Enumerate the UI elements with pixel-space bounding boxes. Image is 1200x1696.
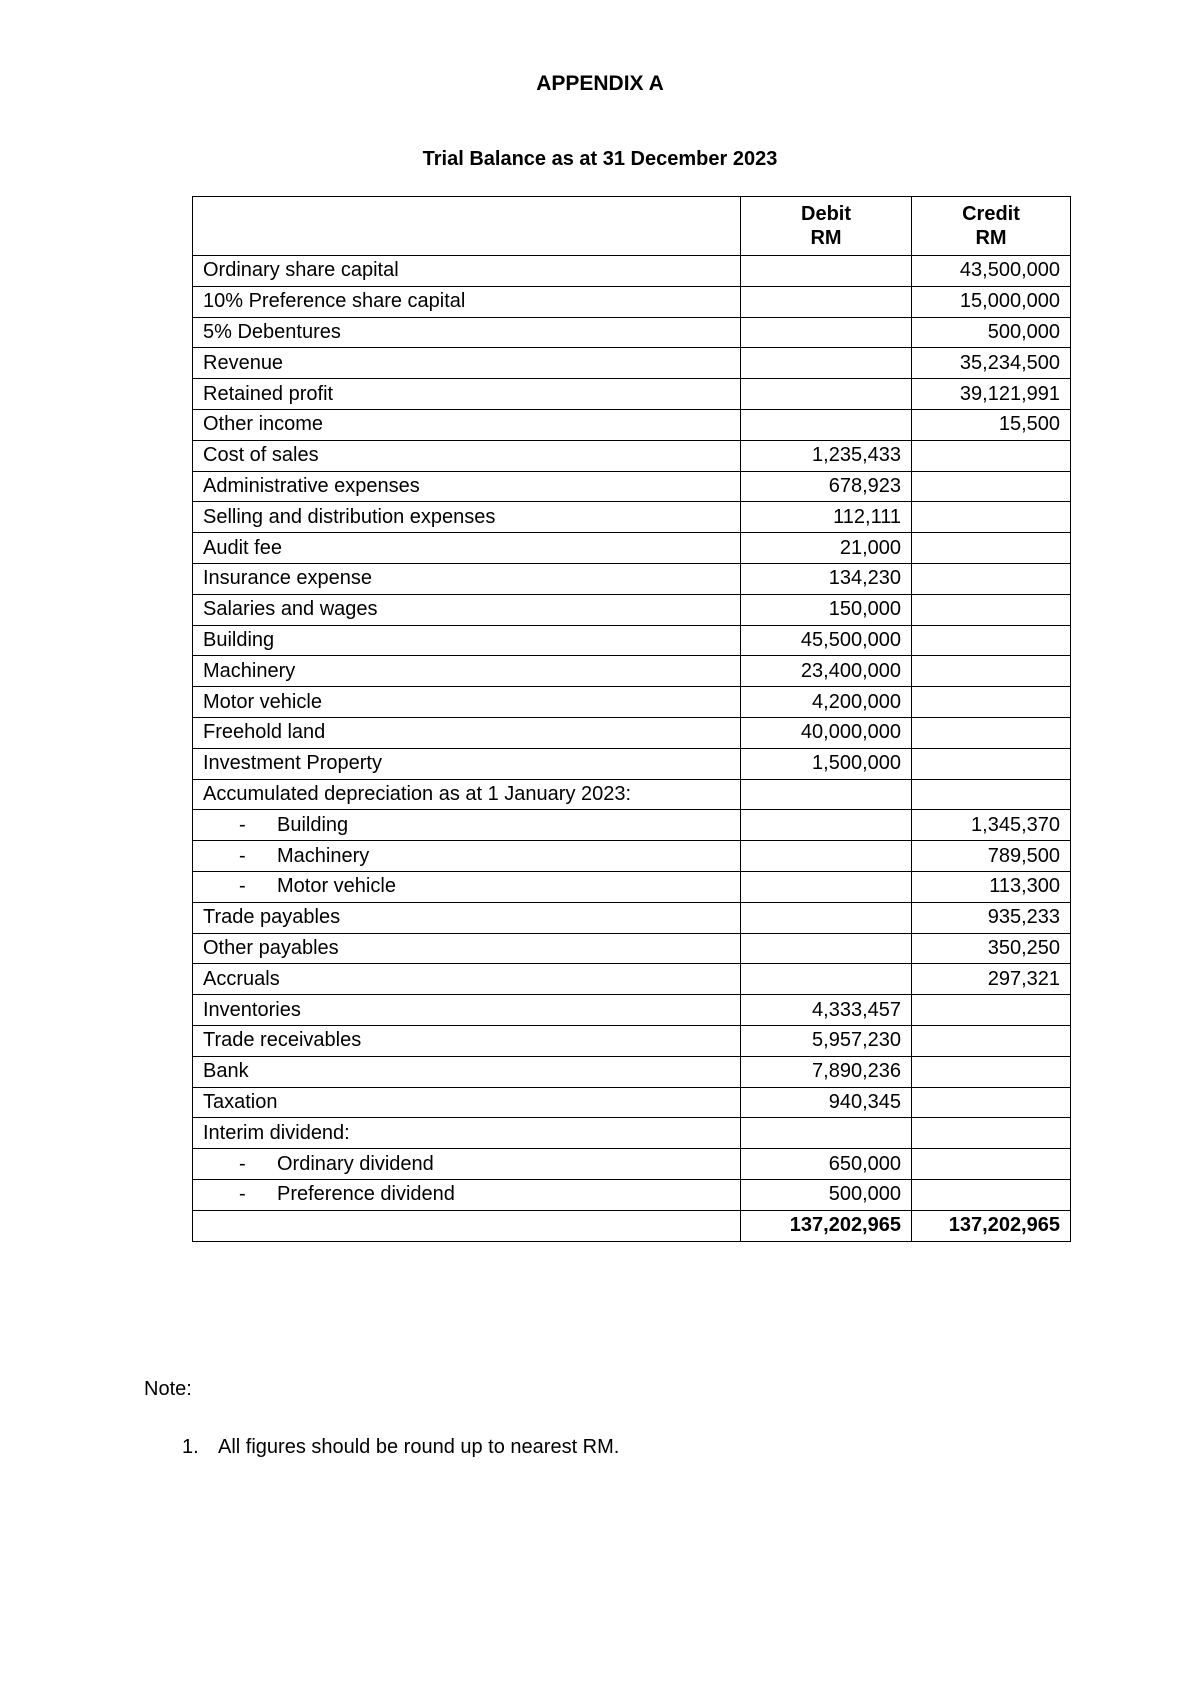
row-label: Ordinary share capital xyxy=(203,259,399,282)
row-description xyxy=(193,1179,741,1210)
row-label: Taxation xyxy=(203,1090,278,1113)
table-row xyxy=(193,933,1071,964)
table-row xyxy=(193,656,1071,687)
row-debit: 150,000 xyxy=(741,594,912,625)
row-credit xyxy=(912,1025,1071,1056)
row-label: Ordinary dividend xyxy=(277,1152,434,1175)
header-description xyxy=(193,197,741,256)
table-row xyxy=(193,1087,1071,1118)
table-row xyxy=(193,625,1071,656)
sub-item-marker: - xyxy=(239,1183,246,1206)
sub-item-marker: - xyxy=(239,1152,246,1175)
row-description xyxy=(193,533,741,564)
table-row xyxy=(193,1118,1071,1149)
row-label: Selling and distribution expenses xyxy=(203,505,496,528)
row-credit xyxy=(912,440,1071,471)
row-description xyxy=(193,841,741,872)
table-row xyxy=(193,379,1071,410)
row-credit xyxy=(912,1149,1071,1180)
row-credit xyxy=(912,687,1071,718)
trial-balance-title: Trial Balance as at 31 December 2023 xyxy=(422,148,778,170)
row-debit: 678,923 xyxy=(741,471,912,502)
row-description xyxy=(193,1025,741,1056)
table-row xyxy=(193,995,1071,1026)
row-label: Cost of sales xyxy=(203,444,319,467)
row-description xyxy=(193,995,741,1026)
row-label: Accruals xyxy=(203,967,280,990)
row-debit xyxy=(741,256,912,287)
row-debit: 45,500,000 xyxy=(741,625,912,656)
row-credit: 15,000,000 xyxy=(912,286,1071,317)
row-description xyxy=(193,471,741,502)
row-credit xyxy=(912,779,1071,810)
row-debit xyxy=(741,379,912,410)
row-debit: 5,957,230 xyxy=(741,1025,912,1056)
row-debit: 23,400,000 xyxy=(741,656,912,687)
row-debit: 650,000 xyxy=(741,1149,912,1180)
row-label: Preference dividend xyxy=(277,1183,455,1206)
row-debit xyxy=(741,286,912,317)
row-description xyxy=(193,748,741,779)
row-description xyxy=(193,687,741,718)
note-item xyxy=(182,1436,619,1459)
sub-item-marker: - xyxy=(239,844,246,867)
table-row xyxy=(193,779,1071,810)
row-debit xyxy=(741,1118,912,1149)
row-label: Retained profit xyxy=(203,382,334,405)
row-credit xyxy=(912,502,1071,533)
table-row xyxy=(193,1149,1071,1180)
row-description xyxy=(193,348,741,379)
row-description xyxy=(193,1118,741,1149)
table-row xyxy=(193,871,1071,902)
row-credit xyxy=(912,1118,1071,1149)
row-credit xyxy=(912,471,1071,502)
table-row xyxy=(193,563,1071,594)
row-credit xyxy=(912,656,1071,687)
appendix-heading: APPENDIX A xyxy=(536,72,664,95)
trial-balance-table xyxy=(192,196,1071,1242)
row-description xyxy=(193,902,741,933)
table-row xyxy=(193,409,1071,440)
row-debit xyxy=(741,317,912,348)
table-row xyxy=(193,256,1071,287)
row-debit: 500,000 xyxy=(741,1179,912,1210)
table-row xyxy=(193,810,1071,841)
row-credit: 15,500 xyxy=(912,409,1071,440)
table-row xyxy=(193,964,1071,995)
table-row xyxy=(193,594,1071,625)
table-row xyxy=(193,1179,1071,1210)
row-debit: 4,200,000 xyxy=(741,687,912,718)
row-description xyxy=(193,656,741,687)
row-debit: 1,235,433 xyxy=(741,440,912,471)
row-description xyxy=(193,871,741,902)
row-description xyxy=(193,933,741,964)
note-item-number: 1. xyxy=(182,1436,199,1458)
header-debit-label: Debit xyxy=(801,203,851,225)
row-label: Building xyxy=(277,813,349,836)
row-debit: 4,333,457 xyxy=(741,995,912,1026)
row-debit: 940,345 xyxy=(741,1087,912,1118)
header-credit xyxy=(912,197,1071,256)
table-row xyxy=(193,286,1071,317)
table-row xyxy=(193,317,1071,348)
row-label: Insurance expense xyxy=(203,567,373,590)
row-label: 10% Preference share capital xyxy=(203,290,466,313)
row-debit: 7,890,236 xyxy=(741,1056,912,1087)
row-label: Building xyxy=(203,628,275,651)
row-description xyxy=(193,1056,741,1087)
row-description xyxy=(193,594,741,625)
row-description xyxy=(193,1149,741,1180)
row-description xyxy=(193,286,741,317)
table-body xyxy=(193,256,1071,1211)
row-credit xyxy=(912,1179,1071,1210)
row-label: Trade payables xyxy=(203,906,341,929)
table-row xyxy=(193,440,1071,471)
row-credit: 350,250 xyxy=(912,933,1071,964)
row-label: Accumulated depreciation as at 1 January 2023: xyxy=(203,782,632,805)
row-description xyxy=(193,409,741,440)
row-description xyxy=(193,379,741,410)
row-credit: 500,000 xyxy=(912,317,1071,348)
table-row xyxy=(193,902,1071,933)
row-debit: 1,500,000 xyxy=(741,748,912,779)
row-credit xyxy=(912,748,1071,779)
row-label: Other payables xyxy=(203,936,339,959)
row-description xyxy=(193,1087,741,1118)
row-credit: 113,300 xyxy=(912,871,1071,902)
table-row xyxy=(193,717,1071,748)
row-credit xyxy=(912,625,1071,656)
row-label: Administrative expenses xyxy=(203,474,420,497)
row-label: Revenue xyxy=(203,351,284,374)
note-item-text: All figures should be round up to nearest RM. xyxy=(218,1436,620,1458)
row-description xyxy=(193,717,741,748)
total-debit: 137,202,965 xyxy=(741,1210,912,1241)
row-debit: 134,230 xyxy=(741,563,912,594)
sub-item-marker: - xyxy=(239,875,246,898)
table-row xyxy=(193,471,1071,502)
row-debit xyxy=(741,964,912,995)
row-description xyxy=(193,440,741,471)
row-description xyxy=(193,563,741,594)
total-credit: 137,202,965 xyxy=(912,1210,1071,1241)
row-credit xyxy=(912,563,1071,594)
row-debit xyxy=(741,933,912,964)
row-credit: 935,233 xyxy=(912,902,1071,933)
row-debit xyxy=(741,810,912,841)
row-description xyxy=(193,317,741,348)
row-credit xyxy=(912,1056,1071,1087)
table-row xyxy=(193,533,1071,564)
row-credit: 297,321 xyxy=(912,964,1071,995)
row-credit xyxy=(912,533,1071,564)
row-debit xyxy=(741,348,912,379)
row-label: Motor vehicle xyxy=(277,875,396,898)
row-description xyxy=(193,502,741,533)
row-credit: 1,345,370 xyxy=(912,810,1071,841)
row-credit xyxy=(912,995,1071,1026)
table-header-row xyxy=(193,197,1071,256)
header-credit-unit: RM xyxy=(975,227,1007,249)
row-debit: 40,000,000 xyxy=(741,717,912,748)
row-label: 5% Debentures xyxy=(203,320,341,343)
note-label: Note: xyxy=(144,1378,192,1400)
row-label: Audit fee xyxy=(203,536,282,559)
row-label: Freehold land xyxy=(203,721,326,744)
sub-item-marker: - xyxy=(239,813,246,836)
row-description xyxy=(193,964,741,995)
table-row xyxy=(193,502,1071,533)
header-debit xyxy=(741,197,912,256)
row-description xyxy=(193,256,741,287)
row-debit xyxy=(741,902,912,933)
row-description xyxy=(193,625,741,656)
row-debit xyxy=(741,409,912,440)
table-row xyxy=(193,348,1071,379)
row-label: Inventories xyxy=(203,998,301,1021)
table-row xyxy=(193,1025,1071,1056)
table-row xyxy=(193,841,1071,872)
row-debit xyxy=(741,841,912,872)
row-credit: 39,121,991 xyxy=(912,379,1071,410)
row-credit xyxy=(912,717,1071,748)
row-description xyxy=(193,779,741,810)
row-label: Trade receivables xyxy=(203,1029,362,1052)
table-row xyxy=(193,748,1071,779)
total-label-cell xyxy=(193,1210,741,1241)
table-row xyxy=(193,1056,1071,1087)
header-credit-label: Credit xyxy=(962,203,1020,225)
row-label: Motor vehicle xyxy=(203,690,322,713)
header-debit-unit: RM xyxy=(810,227,842,249)
row-credit: 789,500 xyxy=(912,841,1071,872)
row-credit xyxy=(912,594,1071,625)
row-credit xyxy=(912,1087,1071,1118)
row-credit: 35,234,500 xyxy=(912,348,1071,379)
row-description xyxy=(193,810,741,841)
row-debit: 112,111 xyxy=(741,502,912,533)
row-debit xyxy=(741,779,912,810)
row-label: Salaries and wages xyxy=(203,598,378,621)
row-label: Machinery xyxy=(277,844,370,867)
row-label: Other income xyxy=(203,413,324,436)
row-debit xyxy=(741,871,912,902)
table-row xyxy=(193,687,1071,718)
row-debit: 21,000 xyxy=(741,533,912,564)
row-label: Bank xyxy=(203,1060,249,1083)
row-label: Investment Property xyxy=(203,752,382,775)
row-label: Interim dividend: xyxy=(203,1121,350,1144)
row-label: Machinery xyxy=(203,659,296,682)
total-row xyxy=(193,1210,1071,1241)
row-credit: 43,500,000 xyxy=(912,256,1071,287)
